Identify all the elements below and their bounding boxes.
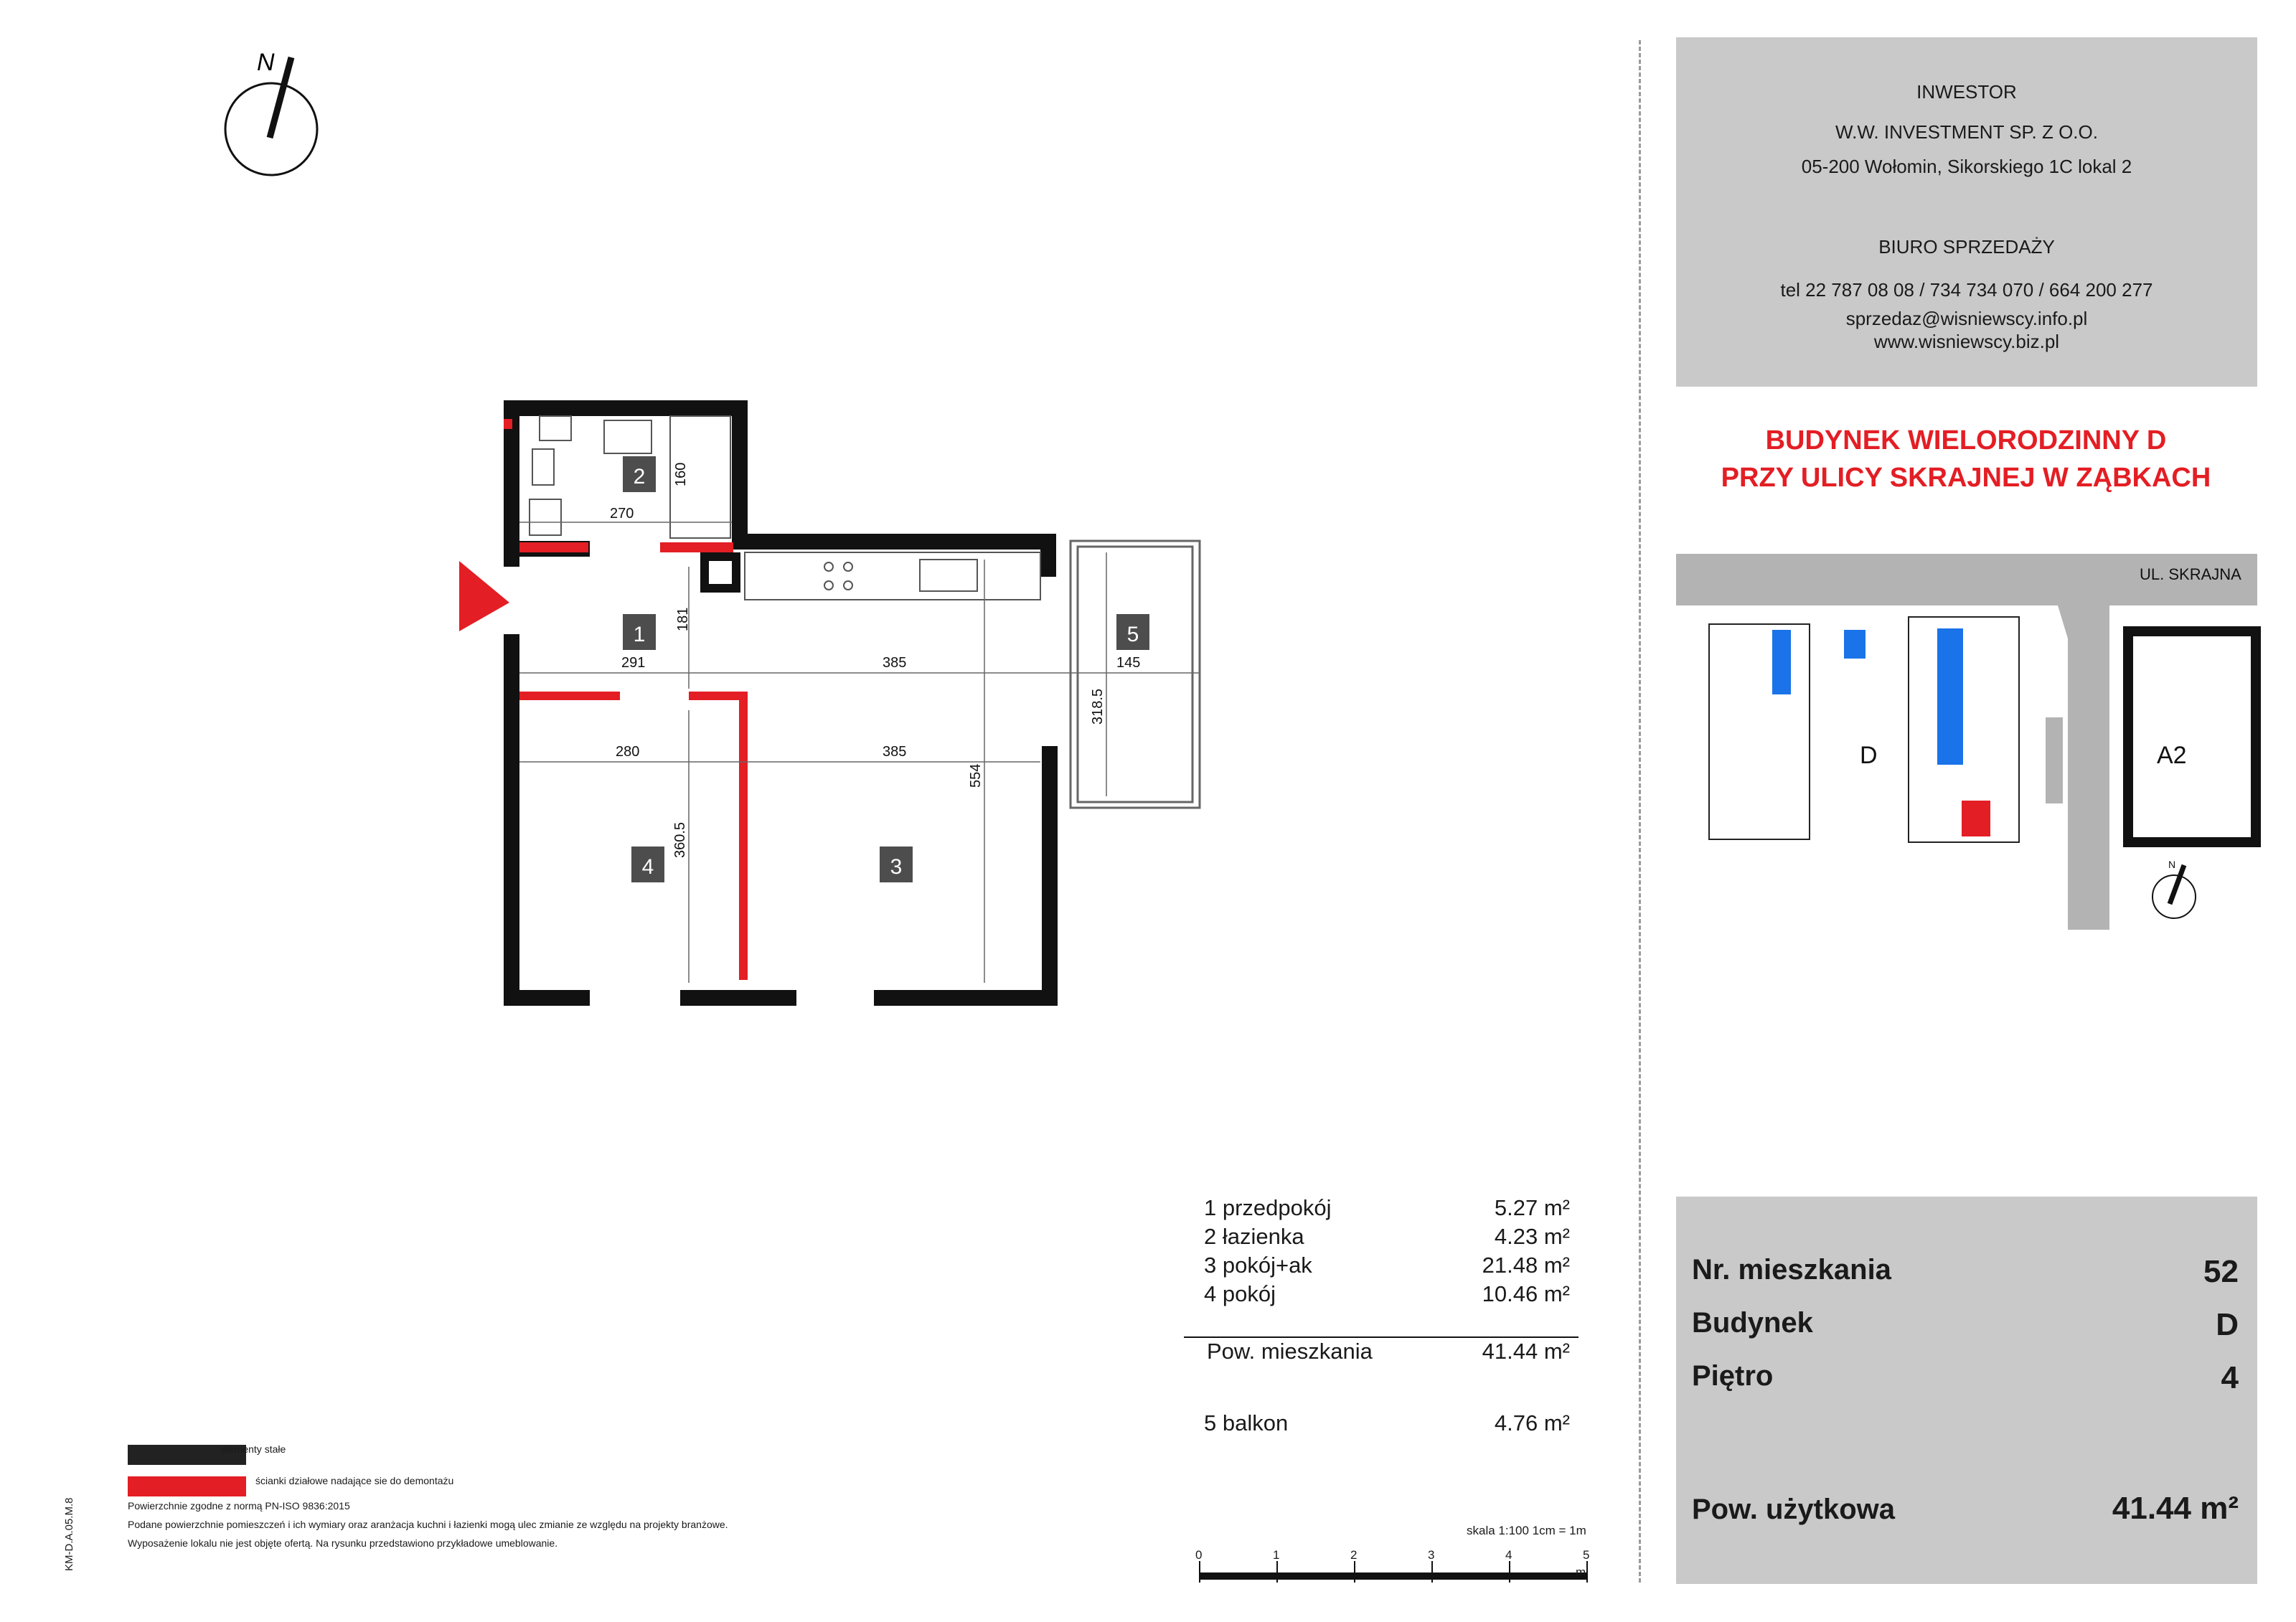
toilet-icon xyxy=(532,449,554,485)
balcony-area-label: 5 balkon xyxy=(1204,1410,1289,1435)
street-label: UL. SKRAJNA xyxy=(2140,565,2241,583)
side-street xyxy=(2058,605,2109,930)
hob-icon xyxy=(824,562,833,571)
floor-value: 4 xyxy=(2221,1360,2239,1395)
building-title-line1: BUDYNEK WIELORODZINNY D xyxy=(1765,425,2167,456)
removable-walls xyxy=(504,419,748,980)
apartment-highlight xyxy=(1962,801,1990,836)
walls xyxy=(504,400,1058,1006)
site-north-label: N xyxy=(2168,859,2176,870)
sink-icon xyxy=(540,416,571,440)
investor-panel xyxy=(1676,37,2257,387)
scale-unit: m xyxy=(1576,1565,1586,1579)
note-changes: Podane powierzchnie pomieszczeń i ich wymiary oraz aranżacja kuchni i łazienki mogą ulec zmianie ze względu na projekty branżowe. xyxy=(128,1519,728,1530)
wall-segment xyxy=(732,400,748,541)
building-outline xyxy=(1709,624,1810,839)
dim-label: 160 xyxy=(673,462,689,486)
area-value: 10.46 m² xyxy=(1482,1281,1570,1306)
stair-highlight xyxy=(1844,630,1866,659)
floor-label: Piętro xyxy=(1692,1360,1774,1392)
wall-segment xyxy=(874,990,1056,1006)
area-name: 3 pokój+ak xyxy=(1204,1253,1312,1278)
investor-heading: INWESTOR xyxy=(1916,81,2017,103)
area-value: 5.27 m² xyxy=(1494,1195,1570,1220)
usable-area-label: Pow. użytkowa xyxy=(1692,1494,1896,1525)
area-table xyxy=(1204,1195,1577,1453)
hob-icon xyxy=(824,581,833,590)
hob-icon xyxy=(844,581,852,590)
building-d-label: D xyxy=(1860,742,1878,769)
building-label: Budynek xyxy=(1692,1307,1813,1339)
investor-company: W.W. INVESTMENT SP. Z O.O. xyxy=(1835,121,2098,143)
wall-segment xyxy=(680,990,796,1006)
building-value: D xyxy=(2216,1307,2239,1342)
investor-address: 05-200 Wołomin, Sikorskiego 1C lokal 2 xyxy=(1801,156,2132,177)
page-divider xyxy=(1639,40,1641,1583)
building-a2-outline xyxy=(2128,631,2256,842)
legend-fixed-label: elementy stałe xyxy=(221,1443,286,1455)
dim-label: 385 xyxy=(883,744,907,760)
basin-icon xyxy=(530,499,561,535)
area-name: 4 pokój xyxy=(1204,1281,1276,1306)
dim-label: 145 xyxy=(1116,655,1141,671)
total-area-value: 41.44 m² xyxy=(1482,1339,1570,1364)
sales-phones: tel 22 787 08 08 / 734 734 070 / 664 200 277 xyxy=(1780,279,2153,301)
kitchen-sink-icon xyxy=(920,560,977,591)
partition xyxy=(660,542,733,552)
area-name: 2 łazienka xyxy=(1204,1224,1304,1249)
dim-label: 280 xyxy=(616,744,640,760)
dim-label: 385 xyxy=(883,655,907,671)
dim-label: 554 xyxy=(968,763,984,788)
hob-icon xyxy=(844,562,852,571)
partition xyxy=(739,692,748,980)
usable-area-value: 41.44 m² xyxy=(2112,1491,2239,1526)
stair-highlight xyxy=(1772,630,1791,694)
area-value: 4.23 m² xyxy=(1494,1224,1570,1249)
balcony-inner xyxy=(1078,547,1192,802)
washer-icon xyxy=(604,420,651,453)
partition xyxy=(504,419,512,429)
balcony-outline xyxy=(1071,541,1200,808)
kitchen xyxy=(745,552,1040,600)
shaft-inner xyxy=(709,561,732,584)
scale-tick-label: 1 xyxy=(1273,1548,1280,1562)
scale-tick-label: 0 xyxy=(1195,1548,1203,1562)
legend-removable-label: ścianki działowe nadające sie do demontażu xyxy=(255,1475,454,1486)
compass xyxy=(225,49,317,175)
dim-label: 181 xyxy=(675,607,691,631)
summary-panel xyxy=(1676,1197,2257,1584)
scale-caption: skala 1:100 1cm = 1m xyxy=(1467,1524,1586,1537)
site-north-arrow-icon xyxy=(2170,865,2184,904)
partition xyxy=(519,542,588,552)
sales-email: sprzedaz@wisniewscy.info.pl xyxy=(1845,308,2088,329)
wall-segment xyxy=(504,634,519,1006)
scale-tick-label: 5 xyxy=(1583,1548,1590,1562)
scale-tick-label: 4 xyxy=(1505,1548,1512,1562)
partition xyxy=(689,692,746,700)
legend-swatch-removable xyxy=(128,1476,246,1496)
room-number: 5 xyxy=(1126,623,1139,646)
compass-north-label: N xyxy=(257,49,275,76)
room-number: 2 xyxy=(633,465,646,489)
scale-tick-label: 2 xyxy=(1350,1548,1358,1562)
note-equipment: Wyposażenie lokalu nie jest objęte ofertą. Na rysunku przedstawiono przykładowe umeblowanie. xyxy=(128,1537,558,1549)
kitchen-counter xyxy=(745,552,1040,600)
partition xyxy=(519,692,620,700)
building-title-line2: PRZY ULICY SKRAJNEJ W ZĄBKACH xyxy=(1721,463,2211,493)
sales-heading: BIURO SPRZEDAŻY xyxy=(1878,236,2055,258)
parking xyxy=(2046,717,2063,803)
wall-segment xyxy=(1040,534,1056,577)
dim-label: 291 xyxy=(621,655,646,671)
area-value: 21.48 m² xyxy=(1482,1253,1570,1278)
drawing-code: KM-D.A.05.M.8 xyxy=(63,1497,75,1571)
wall-segment xyxy=(504,400,748,416)
apartment-number-value: 52 xyxy=(2203,1254,2239,1289)
building-title xyxy=(1665,422,2267,496)
site-map xyxy=(1676,554,2257,930)
scale-tick-label: 3 xyxy=(1428,1548,1435,1562)
note-standard: Powierzchnie zgodne z normą PN-ISO 9836:2015 xyxy=(128,1500,350,1512)
dim-label: 270 xyxy=(610,506,634,522)
wall-segment xyxy=(1042,746,1058,1006)
building-a2-label: A2 xyxy=(2157,742,2187,769)
scale-bar-fill xyxy=(1200,1573,1587,1580)
room-number: 3 xyxy=(890,855,903,879)
total-area-label: Pow. mieszkania xyxy=(1207,1339,1373,1364)
sales-website: www.wisniewscy.biz.pl xyxy=(1873,331,2060,352)
apartment-number-label: Nr. mieszkania xyxy=(1692,1254,1891,1286)
balcony xyxy=(1071,541,1200,808)
balcony-area-value: 4.76 m² xyxy=(1494,1410,1570,1435)
room-number: 4 xyxy=(641,855,654,879)
room-number: 1 xyxy=(633,623,646,646)
wall-segment xyxy=(732,534,1049,550)
scale-bar xyxy=(1200,1561,1587,1583)
entry-arrow-icon xyxy=(459,561,509,631)
stair-highlight xyxy=(1937,628,1963,765)
dim-label: 360.5 xyxy=(672,821,688,858)
area-name: 1 przedpokój xyxy=(1204,1195,1332,1220)
dim-label: 318.5 xyxy=(1090,688,1106,725)
